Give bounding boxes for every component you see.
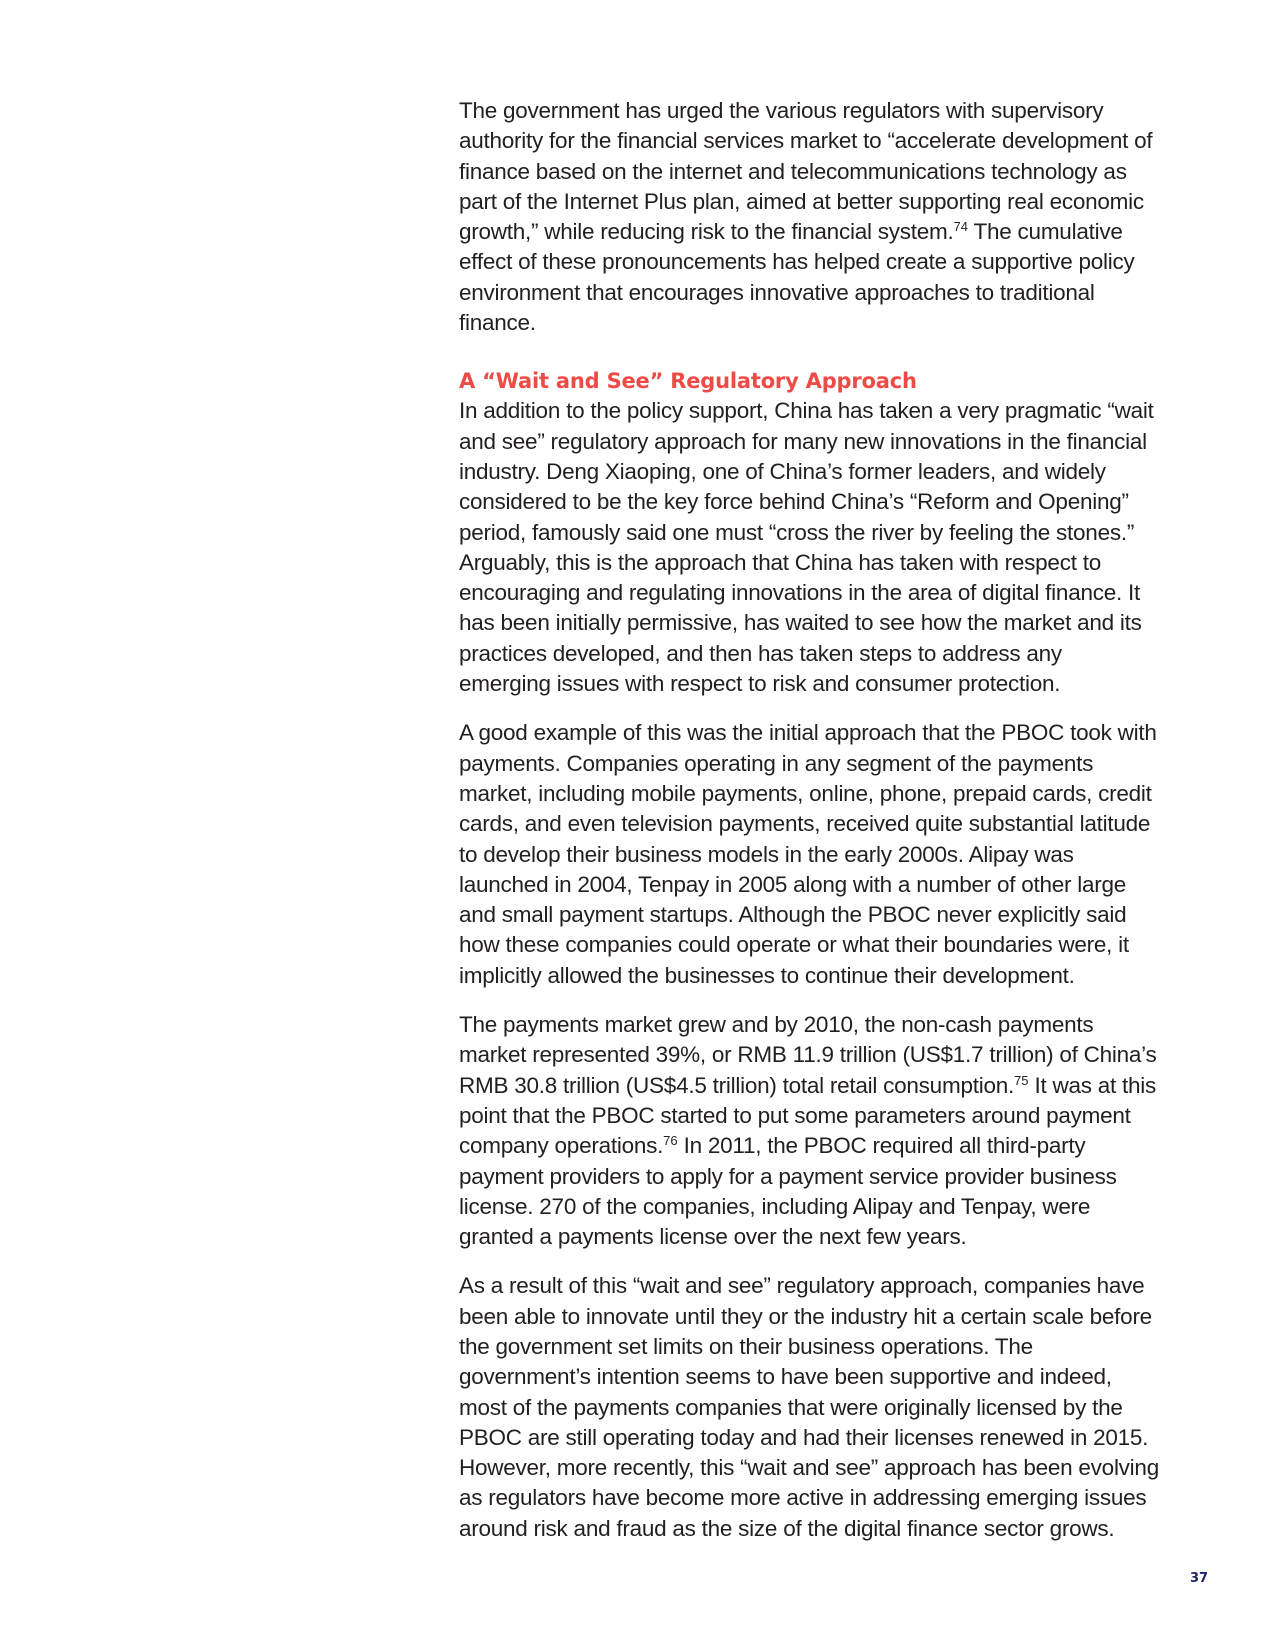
paragraph-4-text-a: The payments market grew and by 2010, the non-cash payments market represented 39%, or RMB 11.9 trillion (US$1.7 trillion) of China’s RMB 30.8 trillion (US$4.5 trillion) total retail consumption. [459, 1012, 1157, 1098]
paragraph-2: In addition to the policy support, China has taken a very pragmatic “wait and see” regulatory approach for many new innovations in the financial industry. Deng Xiaoping, one of China’s former leaders, and widely considered to be the key force behind China’s “Reform and Opening” period, famously said one must “cross the river by feeling the stones.” Arguably, this is the approach that China has taken with respect to encouraging and regulating innovations in the area of digital finance. It has been initially permissive, has waited to see how the market and its practices developed, and then has taken steps to address any emerging issues with respect to risk and consumer protection. [459, 398, 1154, 697]
page-number: 37 [1190, 1571, 1209, 1586]
paragraph-1-text-b: The cumulative effect of these pronouncements has helped create a supportive policy environment that encourages innovative approaches to traditional finance. [459, 219, 1135, 336]
paragraph-1 [459, 96, 1159, 338]
footnote-ref-74: 74 [953, 219, 968, 235]
paragraph-4-text-b: It was at this point that the PBOC started to put some parameters around payment company operations. [459, 1072, 1157, 1159]
paragraph-1-text-a: The government has urged the various regulators with supervisory authority for the financial services market to “accelerate development of finance based on the internet and telecommunications technology as part of the Internet Plus plan, aimed at better supporting real economic growth,” while reducing risk to the financial system. [459, 98, 1153, 245]
paragraph-4-text-c: In 2011, the PBOC required all third-party payment providers to apply for a payment service provider business license. 270 of the companies, including Alipay and Tenpay, were granted a payments license over the next few years. [459, 1133, 1117, 1250]
footnote-ref-75: 75 [1013, 1072, 1029, 1088]
main-text-column [459, 96, 1159, 1563]
footnote-ref-76: 76 [663, 1133, 678, 1149]
paragraph-5: As a result of this “wait and see” regulatory approach, companies have been able to innovate until they or the industry hit a certain scale before the government set limits on their business operations. The government’s intention seems to have been supportive and indeed, most of the payments companies that were originally licensed by the PBOC are still operating today and had their licenses renewed in 2015. However, more recently, this “wait and see” approach has been evolving as regulators have become more active in addressing emerging issues around risk and fraud as the size of the digital finance sector grows. [459, 1273, 1159, 1541]
paragraph-4 [459, 1010, 1159, 1252]
paragraph-3: A good example of this was the initial approach that the PBOC took with payments. Companies operating in any segment of the payments market, including mobile payments, online, phone, prepaid cards, credit cards, and even television payments, received quite substantial latitude to develop their business models in the early 2000s. Alipay was launched in 2004, Tenpay in 2005 along with a number of other large and small payment startups. Although the PBOC never explicitly said how these companies could operate or what their boundaries were, it implicitly allowed the businesses to continue their development. [459, 720, 1157, 988]
section-heading: A “Wait and See” Regulatory Approach [459, 369, 917, 394]
